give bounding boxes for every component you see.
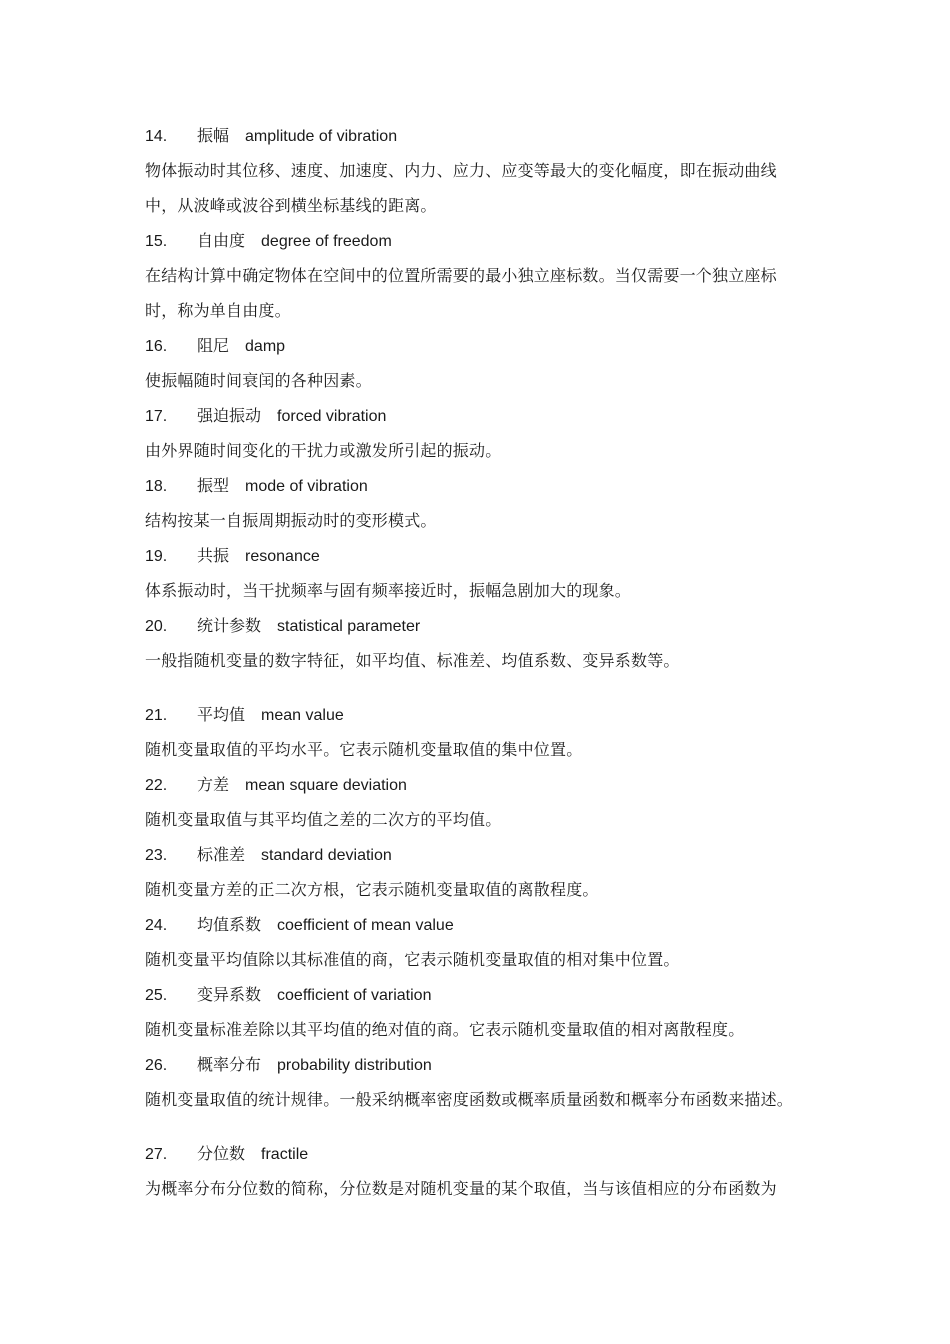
term-english: standard deviation	[261, 847, 392, 864]
term-number: 17.	[145, 408, 168, 425]
glossary-entry-20	[145, 614, 825, 684]
glossary-entry-14	[145, 124, 825, 229]
term-definition: 由外界随时间变化的干扰力或激发所引起的振动。	[145, 441, 502, 460]
term-english: amplitude of vibration	[245, 128, 398, 145]
term-number: 15.	[145, 233, 168, 250]
term-heading	[145, 544, 825, 579]
term-chinese: 共振	[197, 546, 230, 565]
term-number: 18.	[145, 478, 168, 495]
glossary-entry-21	[145, 703, 825, 773]
term-definition: 随机变量取值的统计规律。一般采纳概率密度函数或概率质量函数和概率分布函数来描述。	[145, 1090, 794, 1109]
term-chinese: 概率分布	[197, 1055, 262, 1074]
term-chinese: 变异系数	[197, 985, 262, 1004]
term-heading	[145, 474, 825, 509]
term-heading	[145, 1053, 825, 1088]
term-english: degree of freedom	[261, 233, 392, 250]
term-heading	[145, 843, 825, 878]
term-heading	[145, 334, 825, 369]
glossary-entry-15	[145, 229, 825, 334]
term-heading	[145, 614, 825, 649]
term-definition: 随机变量平均值除以其标准值的商，它表示随机变量取值的相对集中位置。	[145, 950, 680, 969]
term-chinese: 标准差	[197, 845, 246, 864]
term-english: mean square deviation	[245, 777, 407, 794]
term-number: 24.	[145, 917, 168, 934]
term-definition: 随机变量取值与其平均值之差的二次方的平均值。	[145, 810, 502, 829]
term-english: statistical parameter	[277, 618, 421, 635]
term-english: mean value	[261, 707, 344, 724]
term-definition: 使振幅随时间衰闰的各种因素。	[145, 371, 372, 390]
term-heading	[145, 773, 825, 808]
term-chinese: 强迫振动	[197, 406, 262, 425]
glossary-entry-19	[145, 544, 825, 614]
glossary-entry-26	[145, 1053, 825, 1123]
term-heading	[145, 983, 825, 1018]
term-number: 25.	[145, 987, 168, 1004]
glossary-entry-22	[145, 773, 825, 843]
glossary-entry-17	[145, 404, 825, 474]
term-english: coefficient of variation	[277, 987, 432, 1004]
term-number: 16.	[145, 338, 168, 355]
term-definition: 在结构计算中确定物体在空间中的位置所需要的最小独立座标数。当仅需要一个独立座标	[145, 266, 777, 285]
term-english: probability distribution	[277, 1057, 432, 1074]
glossary-entry-16	[145, 334, 825, 404]
term-definition: 为概率分布分位数的简称，分位数是对随机变量的某个取值，当与该值相应的分布函数为	[145, 1179, 777, 1198]
term-english: forced vibration	[277, 408, 387, 425]
term-chinese: 阻尼	[197, 336, 230, 355]
term-heading	[145, 703, 825, 738]
glossary-entry-18	[145, 474, 825, 544]
term-heading	[145, 124, 825, 159]
term-chinese: 自由度	[197, 231, 246, 250]
term-english: fractile	[261, 1146, 309, 1163]
term-english: coefficient of mean value	[277, 917, 454, 934]
term-chinese: 统计参数	[197, 616, 262, 635]
term-definition: 体系振动时，当干扰频率与固有频率接近时，振幅急剧加大的现象。	[145, 581, 632, 600]
term-number: 26.	[145, 1057, 168, 1074]
term-definition: 结构按某一自振周期振动时的变形模式。	[145, 511, 437, 530]
term-english: mode of vibration	[245, 478, 368, 495]
document-page	[145, 124, 825, 1212]
term-chinese: 振幅	[197, 126, 230, 145]
term-definition: 一般指随机变量的数字特征，如平均值、标准差、均值系数、变异系数等。	[145, 651, 680, 670]
term-chinese: 均值系数	[197, 915, 262, 934]
term-heading	[145, 404, 825, 439]
term-definition: 时，称为单自由度。	[145, 301, 291, 320]
glossary-entry-23	[145, 843, 825, 913]
term-chinese: 分位数	[197, 1144, 246, 1163]
glossary-entry-24	[145, 913, 825, 983]
term-definition: 中，从波峰或波谷到横坐标基线的距离。	[145, 196, 437, 215]
glossary-entry-27	[145, 1142, 825, 1212]
term-heading	[145, 229, 825, 264]
term-number: 27.	[145, 1146, 168, 1163]
term-number: 14.	[145, 128, 168, 145]
term-number: 19.	[145, 548, 168, 565]
term-chinese: 方差	[197, 775, 230, 794]
term-chinese: 平均值	[197, 705, 246, 724]
term-number: 22.	[145, 777, 168, 794]
glossary-entry-25	[145, 983, 825, 1053]
term-heading	[145, 913, 825, 948]
term-heading	[145, 1142, 825, 1177]
term-chinese: 振型	[197, 476, 230, 495]
term-english: resonance	[245, 548, 320, 565]
term-number: 23.	[145, 847, 168, 864]
term-english: damp	[245, 338, 286, 355]
term-definition: 随机变量标准差除以其平均值的绝对值的商。它表示随机变量取值的相对离散程度。	[145, 1020, 745, 1039]
term-number: 21.	[145, 707, 168, 724]
term-definition: 物体振动时其位移、速度、加速度、内力、应力、应变等最大的变化幅度，即在振动曲线	[145, 161, 777, 180]
term-definition: 随机变量方差的正二次方根，它表示随机变量取值的离散程度。	[145, 880, 599, 899]
term-definition: 随机变量取值的平均水平。它表示随机变量取值的集中位置。	[145, 740, 583, 759]
term-number: 20.	[145, 618, 168, 635]
